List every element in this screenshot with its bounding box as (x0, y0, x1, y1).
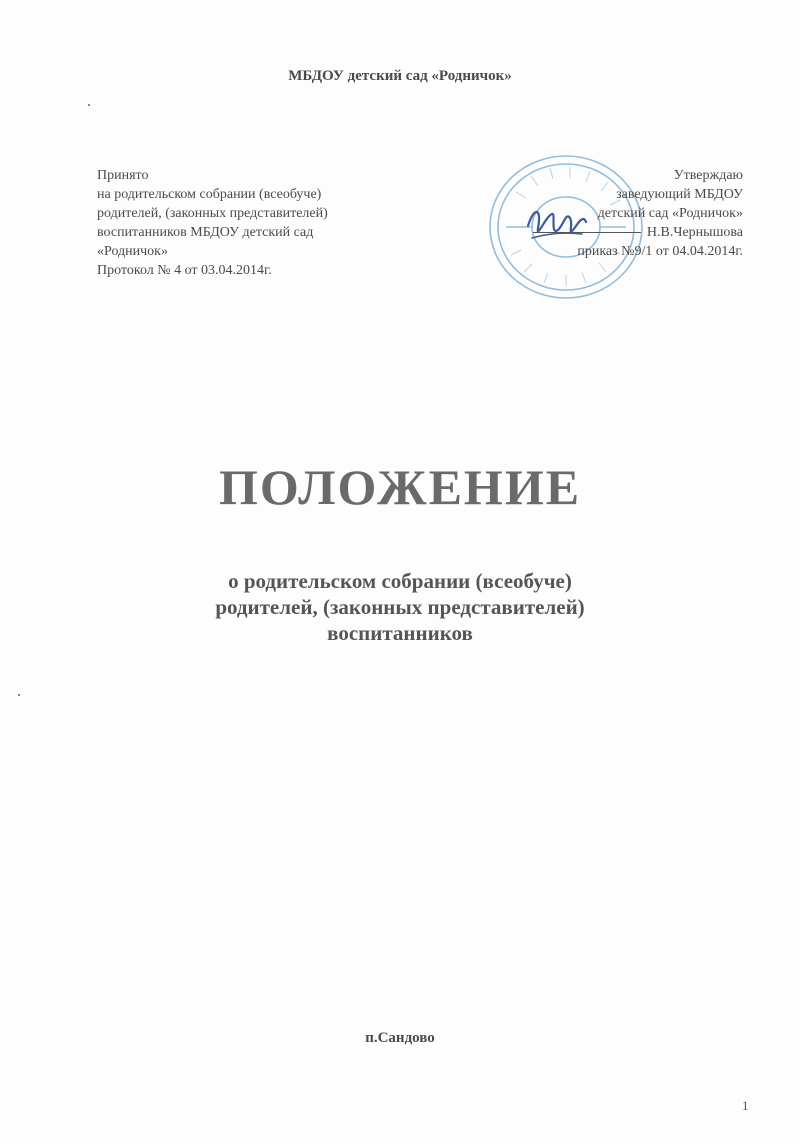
approved-block (483, 166, 743, 261)
adopted-line: «Родничок» (97, 244, 168, 259)
approved-organization: детский сад «Родничок» (597, 206, 743, 221)
signatory-name: Н.В.Чернышова (646, 225, 743, 240)
subtitle-line: родителей, (законных представителей) (215, 595, 585, 619)
scan-speck (88, 104, 90, 106)
adopted-block (97, 166, 397, 280)
document-title: ПОЛОЖЕНИЕ (218, 459, 582, 515)
adopted-label: Принято (97, 168, 149, 183)
adopted-line: воспитанников МБДОУ детский сад (97, 225, 314, 240)
signature-blank (533, 232, 641, 233)
protocol-line: Протокол № 4 от 03.04.2014г. (97, 263, 272, 278)
document-subtitle (0, 568, 800, 646)
scan-speck (18, 694, 20, 696)
place-name: п.Сандово (365, 1030, 435, 1046)
signature-line (483, 223, 743, 242)
subtitle-line: воспитанников (327, 621, 473, 645)
subtitle-line: о родительском собрании (всеобуче) (228, 569, 572, 593)
approval-order: приказ №9/1 от 04.04.2014г. (577, 244, 743, 259)
adopted-line: родителей, (законных представителей) (97, 206, 328, 221)
approved-position: заведующий МБДОУ (616, 187, 743, 202)
adopted-line: на родительском собрании (всеобуче) (97, 187, 322, 202)
organization-header: МБДОУ детский сад «Родничок» (288, 68, 512, 84)
approved-label: Утверждаю (673, 168, 743, 183)
page-number: 1 (742, 1098, 749, 1113)
